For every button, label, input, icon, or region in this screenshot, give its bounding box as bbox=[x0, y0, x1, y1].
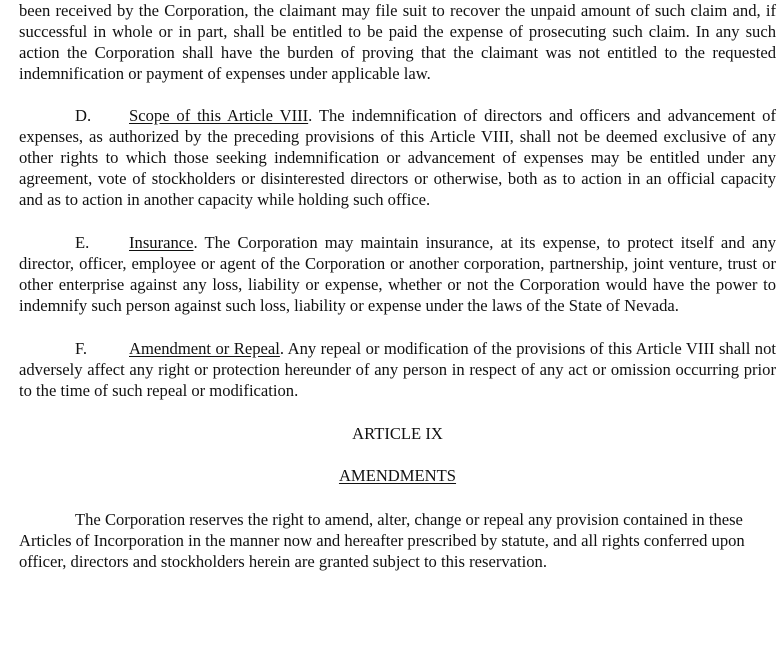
article-subtitle-wrap bbox=[19, 465, 776, 486]
section-e-body: . The Corporation may maintain insurance, at its expense, to protect itself and any director, officer, employee or agent of the Corporation or another corporation, partnership, joint venture, trust or other enterprise against any loss, liability or expense, whether or not the Corporation would have the power to indemnify such person against such loss, liability or expense under the laws of the State of Nevada. bbox=[19, 233, 776, 315]
section-d-body: . The indemnification of directors and officers and advancement of expenses, as authorized by the preceding provisions of this Article VIII, shall not be deemed exclusive of any other rights to which those seeking indemnification or advancement of expenses may be entitled under any agreement, vote of stockholders or disinterested directors or otherwise, both as to action in an official capacity and as to action in another capacity while holding such office. bbox=[19, 106, 776, 209]
paragraph-c-continuation: been received by the Corporation, the claimant may file suit to recover the unpaid amount of such claim and, if successful in whole or in part, shall be entitled to be paid the expense of prosecuting such claim. In any such action the Corporation shall have the burden of proving that the claimant was not entitled to the requested indemnification or payment of expenses under applicable law. bbox=[19, 1, 776, 83]
section-f-paragraph bbox=[19, 338, 776, 401]
section-d-paragraph bbox=[19, 105, 776, 210]
section-f-heading: Amendment or Repeal bbox=[129, 339, 280, 358]
section-f-body: . Any repeal or modification of the provisions of this Article VIII shall not adversely affect any right or protection hereunder of any person in respect of any act or omission occurring prior to the time of such repeal or modification. bbox=[19, 339, 776, 400]
section-d-heading: Scope of this Article VIII bbox=[129, 106, 309, 125]
article-subtitle: AMENDMENTS bbox=[338, 466, 457, 485]
section-e-letter: E. bbox=[75, 233, 90, 252]
section-e-heading: Insurance bbox=[129, 233, 194, 252]
article-title: ARTICLE IX bbox=[352, 424, 443, 443]
article-ix-paragraph: The Corporation reserves the right to amend, alter, change or repeal any provision contained in these Articles of Incorporation in the manner now and hereafter prescribed by statute, and all rights conferred upon officer, directors and stockholders herein are granted subject to this reservation. bbox=[19, 510, 745, 571]
section-f-letter: F. bbox=[75, 339, 88, 358]
document-page bbox=[19, 0, 776, 572]
section-e-paragraph bbox=[19, 232, 776, 316]
section-d-letter: D. bbox=[75, 106, 92, 125]
